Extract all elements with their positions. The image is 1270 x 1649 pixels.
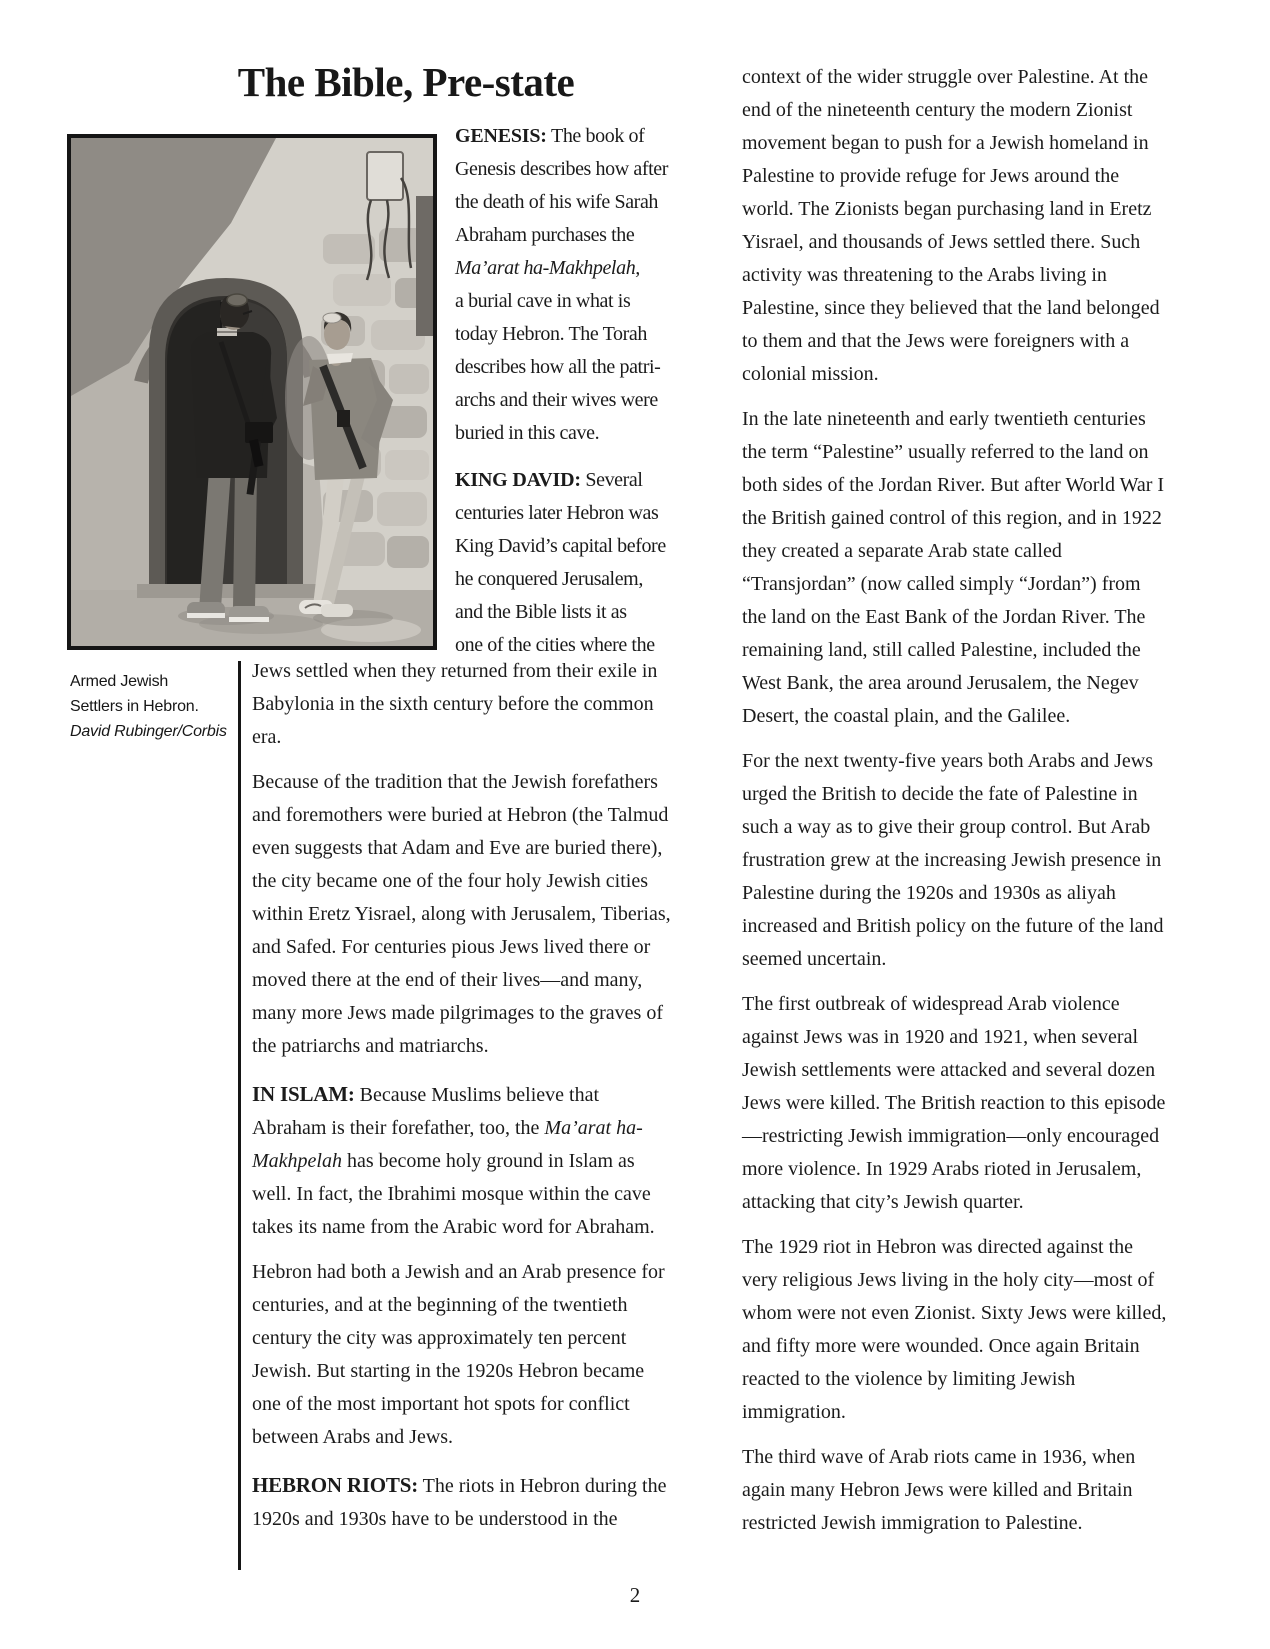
caption-line: Armed Jewish bbox=[70, 673, 169, 690]
king-david-heading: KING DAVID: bbox=[455, 469, 581, 491]
photo-caption bbox=[70, 669, 235, 744]
paragraph-hebron-presence: Hebron had both a Jewish and an Arab presence for centuries, and at the beginning of the twentieth century the city was approximately ten percent Jewish. But starting in the 1920s Hebron became one of the most important hot spots for conflict between Arabs and Jews. bbox=[252, 1261, 665, 1448]
paragraph-continuation: Jews settled when they returned from their exile in Babylonia in the sixth century before the common era. bbox=[252, 660, 658, 748]
text-line: buried in this cave. bbox=[455, 422, 600, 444]
caption-credit: David Rubinger/Corbis bbox=[70, 723, 227, 740]
paragraph-zionism: context of the wider struggle over Palestine. At the end of the nineteenth century the modern Zionist movement began to push for a Jewish homeland in Palestine to provide refuge for Jews around the world. The Zionists began purchasing land in Eretz Yisrael, and thousands of Jews settled there. Such activity was threatening to the Arabs living in Palestine, since they believed that the land belonged to them and that the Jews were foreigners with a colonial mission. bbox=[742, 66, 1160, 385]
paragraph-mandate-years: For the next twenty-five years both Arabs and Jews urged the British to decide the fate of Palestine in such a way as to give their group control. But Arab frustration grew at the increasing Jewish presence in Palestine during the 1920s and 1930s as aliyah increased and British policy on the future of the land seemed uncertain. bbox=[742, 750, 1164, 970]
text-line: KING DAVID: Several bbox=[455, 469, 643, 491]
text-line: King David’s capital before bbox=[455, 535, 666, 557]
text-line: Abraham purchases the bbox=[455, 224, 635, 246]
genesis-heading: GENESIS: bbox=[455, 125, 547, 147]
text-line: he conquered Jerusalem, bbox=[455, 568, 643, 590]
text-line: a burial cave in what is bbox=[455, 290, 631, 312]
text-line: GENESIS: The book of bbox=[455, 125, 645, 147]
text-line: Genesis describes how after bbox=[455, 158, 669, 180]
paragraph-1936-riots: The third wave of Arab riots came in 1936, when again many Hebron Jews were killed and Britain restricted Jewish immigration to Palestine. bbox=[742, 1446, 1136, 1534]
text-line: Ma’arat ha-Makhpelah, bbox=[455, 257, 640, 279]
text-line: today Hebron. The Torah bbox=[455, 323, 647, 345]
beside-photo-column bbox=[455, 120, 690, 662]
page-number: 2 bbox=[629, 1583, 641, 1607]
electrical-box bbox=[367, 152, 403, 200]
left-text-column bbox=[252, 655, 673, 1536]
in-islam-heading: IN ISLAM: bbox=[252, 1082, 355, 1106]
hebron-riots-heading: HEBRON RIOTS: bbox=[252, 1473, 419, 1497]
text-line: archs and their wives were bbox=[455, 389, 658, 411]
caption-line: Settlers in Hebron. bbox=[70, 698, 199, 715]
side-doorframe bbox=[416, 196, 433, 336]
paragraph-palestine-term: In the late nineteenth and early twentieth centuries the term “Palestine” usually referred to the land on both sides of the Jordan River. But after World War I the British gained control of this region, and in 1922 they created a separate Arab state called “Transjordan” (now called simply “Jordan”) from the land on the East Bank of the Jordan River. The remaining land, still called Palestine, included the West Bank, the area around Jerusalem, the Negev Desert, the coastal plain, and the Galilee. bbox=[742, 408, 1165, 727]
paragraph-hebron-riots: HEBRON RIOTS: The riots in Hebron during the 1920s and 1930s have to be understood in the bbox=[252, 1473, 667, 1530]
hebron-photo-image bbox=[71, 138, 433, 646]
paragraph-genesis bbox=[455, 120, 690, 450]
column-divider bbox=[238, 661, 241, 1570]
hebron-photo bbox=[67, 134, 437, 650]
text-line: the death of his wife Sarah bbox=[455, 191, 659, 213]
text-line: and the Bible lists it as bbox=[455, 601, 627, 623]
text-line: one of the cities where the bbox=[455, 634, 655, 656]
paragraph-king-david bbox=[455, 464, 690, 662]
paragraph-first-violence: The first outbreak of widespread Arab violence against Jews was in 1920 and 1921, when several Jewish settlements were attacked and several dozen Jews were killed. The British reaction to this episode—restricting Jewish immigration—only encouraged more violence. In 1929 Arabs rioted in Jerusalem, attacking that city’s Jewish quarter. bbox=[742, 993, 1166, 1213]
text-line: centuries later Hebron was bbox=[455, 502, 659, 524]
paragraph-tradition: Because of the tradition that the Jewish forefathers and foremothers were buried at Hebron (the Talmud even suggests that Adam and Eve are buried there), the city became one of the four holy Jewish cities within Eretz Yisrael, along with Jerusalem, Tiberias, and Safed. For centuries pious Jews lived there or moved there at the end of their lives—and many, many more Jews made pilgrimages to the graves of the patriarchs and matriarchs. bbox=[252, 771, 671, 1057]
paragraph-1929-riot: The 1929 riot in Hebron was directed against the very religious Jews living in the holy city—most of whom were not even Zionist. Sixty Jews were killed, and fifty more were wounded. Once again Britain reacted to the violence by limiting Jewish immigration. bbox=[742, 1236, 1167, 1423]
page-title: The Bible, Pre-state bbox=[237, 59, 575, 105]
text-line: describes how all the patri- bbox=[455, 356, 661, 378]
right-text-column bbox=[742, 61, 1169, 1540]
paragraph-in-islam: IN ISLAM: Because Muslims believe that Abraham is their forefather, too, the Ma’arat ha-Makhpelah has become holy ground in Islam as well. In fact, the Ibrahimi mosque within the cave takes its name from the Arabic word for Abraham. bbox=[252, 1082, 655, 1238]
